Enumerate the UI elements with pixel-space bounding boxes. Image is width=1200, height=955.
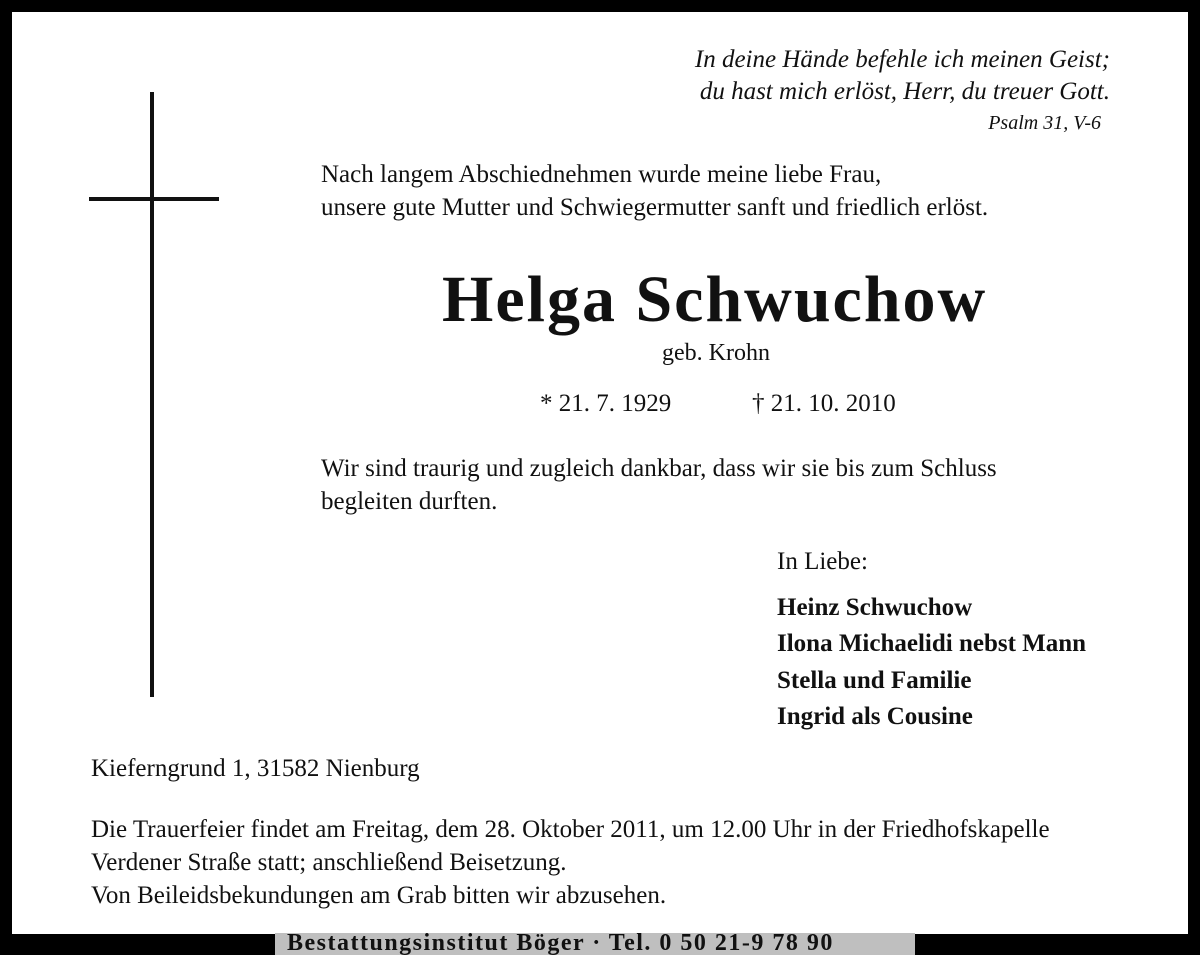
birth-date: * 21. 7. 1929 xyxy=(540,390,672,417)
deceased-name: Helga Schwuchow xyxy=(442,263,988,336)
service-line-3: Von Beileidsbekundungen am Grab bitten wir abzusehen. xyxy=(91,882,667,909)
maiden-name: geb. Krohn xyxy=(662,340,770,366)
thanks-line-2: begleiten durften. xyxy=(321,488,498,515)
cross-icon-bar xyxy=(89,197,219,201)
address: Kieferngrund 1, 31582 Nienburg xyxy=(91,755,420,782)
mourners-heading: In Liebe: xyxy=(777,548,868,575)
mourner-name: Ingrid als Cousine xyxy=(777,703,973,730)
death-date: † 21. 10. 2010 xyxy=(752,390,896,417)
verse-line-2: du hast mich erlöst, Herr, du treuer Gott. xyxy=(699,78,1110,105)
verse-line-1: In deine Hände befehle ich meinen Geist; xyxy=(694,46,1110,73)
cross-icon xyxy=(150,92,154,697)
obituary-card xyxy=(12,12,1188,934)
mourner-name: Ilona Michaelidi nebst Mann xyxy=(777,630,1087,657)
mourner-name: Heinz Schwuchow xyxy=(777,594,973,621)
mourner-name: Stella und Familie xyxy=(777,667,972,694)
service-line-1: Die Trauerfeier findet am Freitag, dem 28. Oktober 2011, um 12.00 Uhr in der Friedhofskapelle xyxy=(91,816,1050,843)
verse-reference: Psalm 31, V-6 xyxy=(988,112,1101,134)
intro-line-1: Nach langem Abschiednehmen wurde meine liebe Frau, xyxy=(321,161,882,188)
service-line-2: Verdener Straße statt; anschließend Beisetzung. xyxy=(91,849,567,876)
intro-line-2: unsere gute Mutter und Schwiegermutter sanft und friedlich erlöst. xyxy=(321,194,989,221)
footer-text: Bestattungsinstitut Böger · Tel. 0 50 21-9 78 90 xyxy=(287,933,834,955)
thanks-line-1: Wir sind traurig und zugleich dankbar, dass wir sie bis zum Schluss xyxy=(321,455,997,482)
footer-banner xyxy=(275,933,915,955)
